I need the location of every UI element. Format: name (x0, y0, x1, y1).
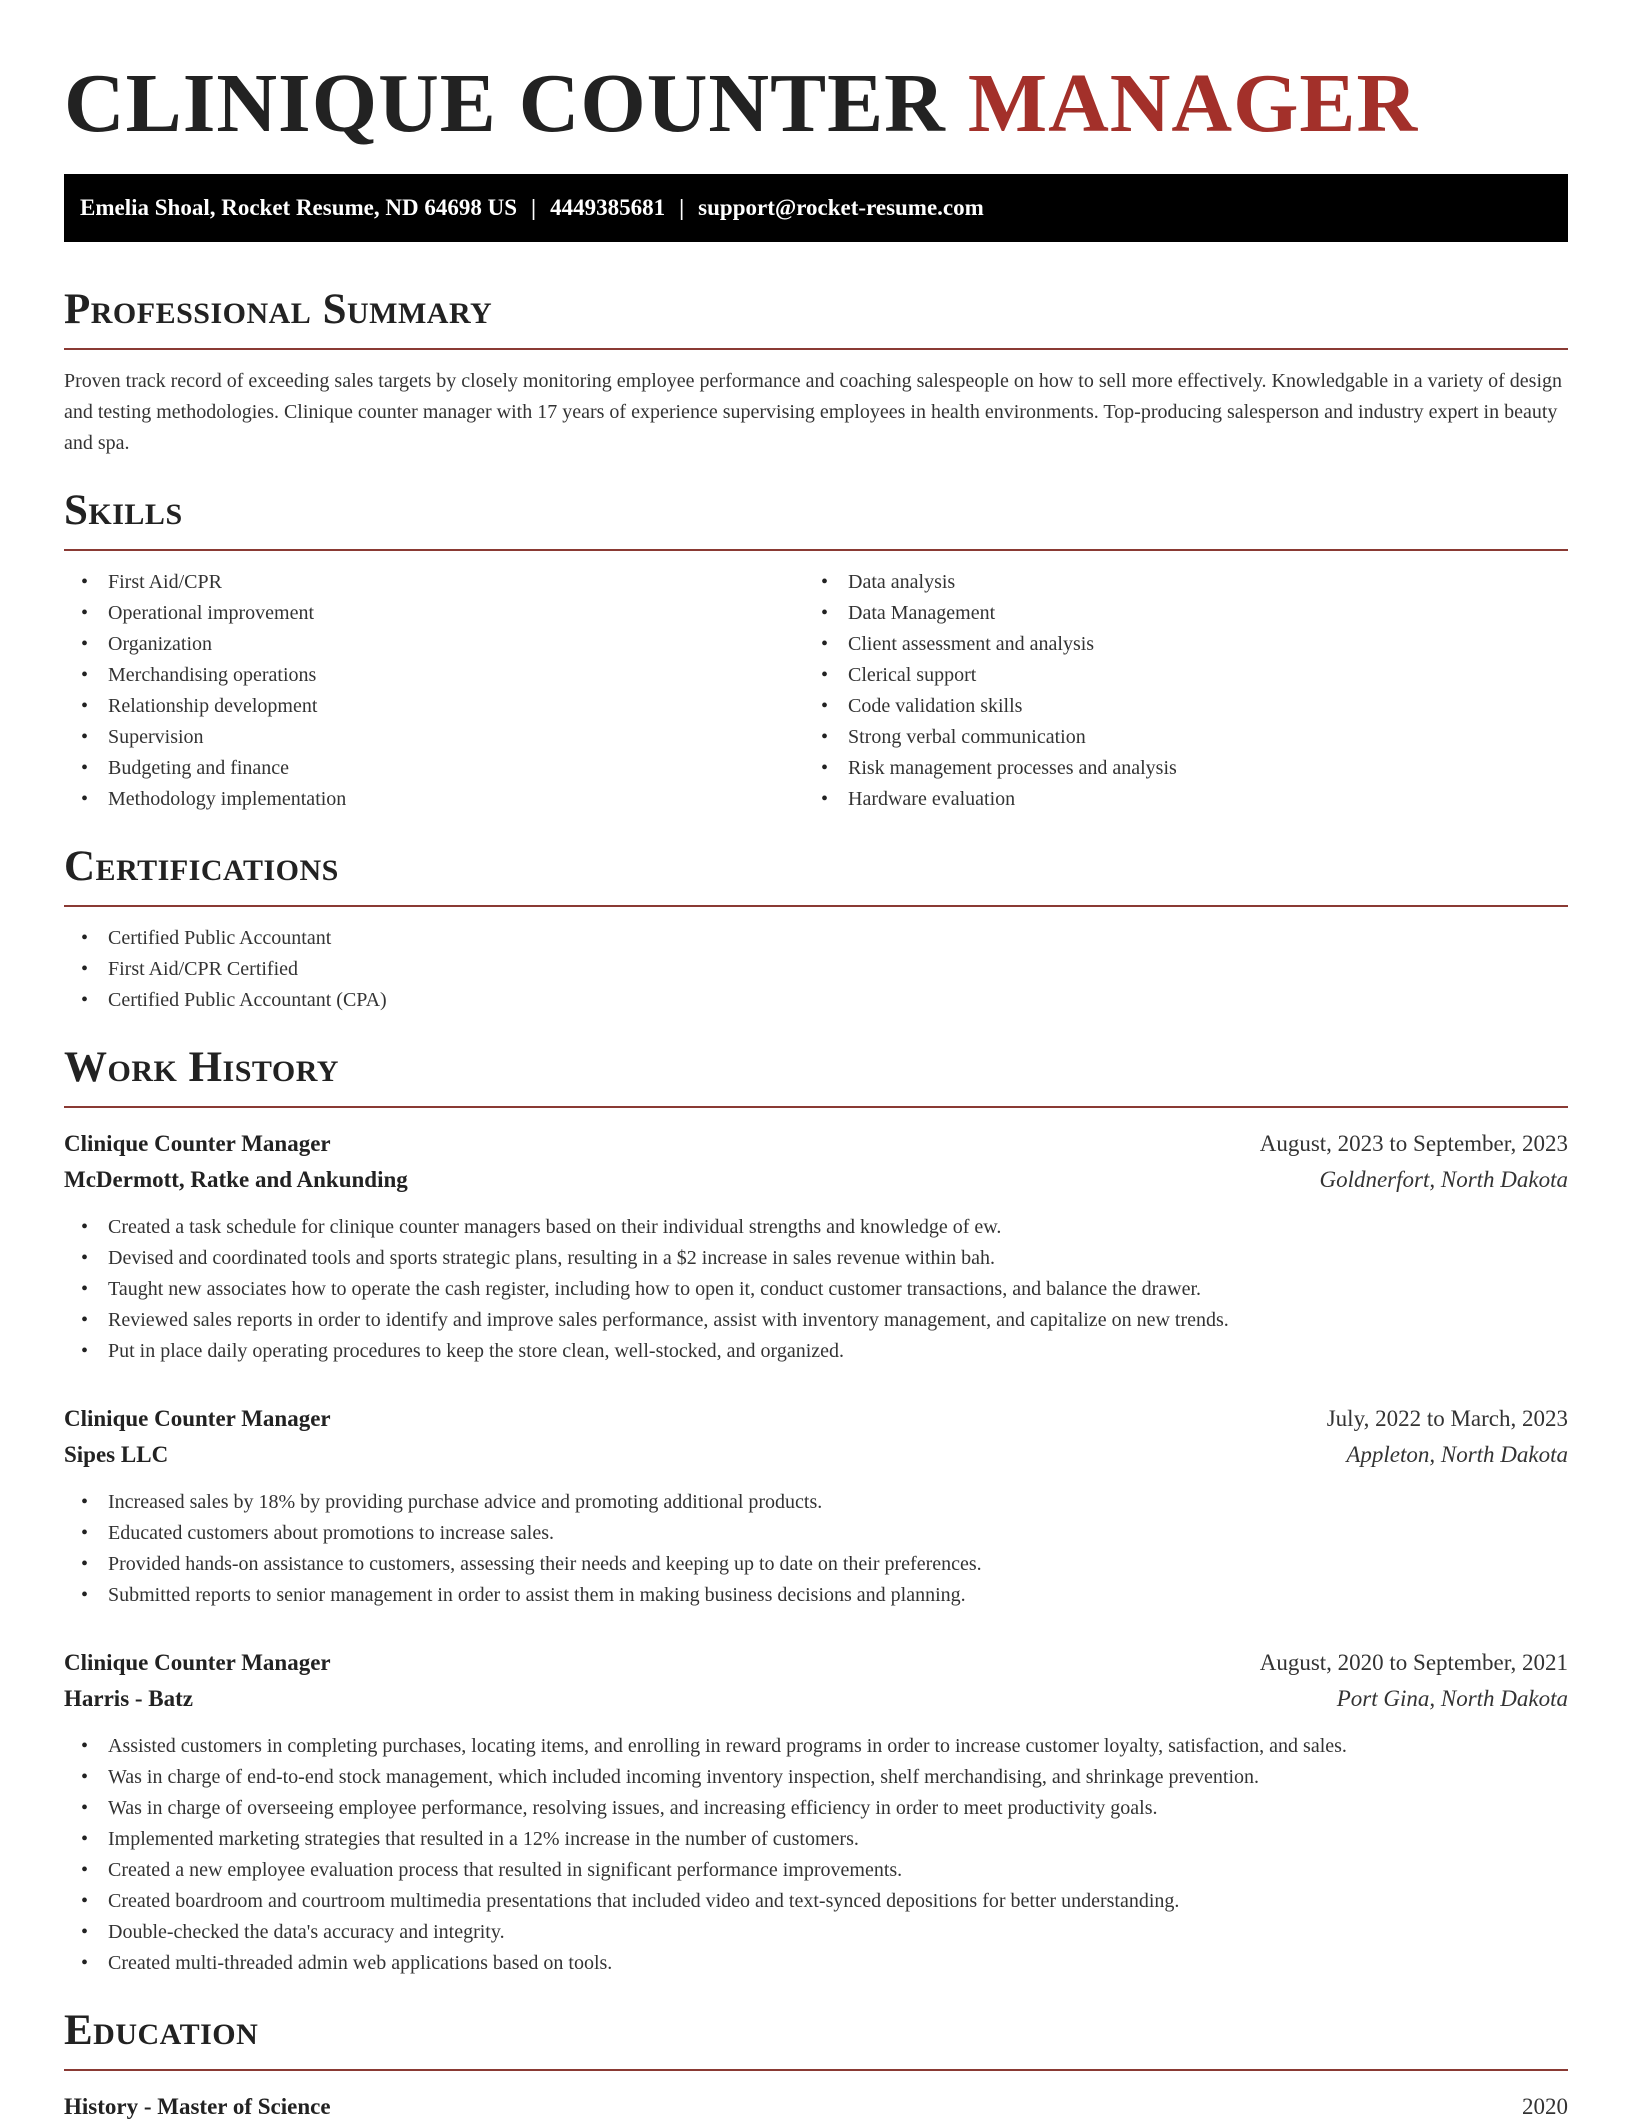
job-company: McDermott, Ratke and Ankunding (64, 1167, 408, 1192)
work-history-section (64, 1042, 1568, 1979)
skill-item: • Clerical support (848, 660, 1588, 691)
job-bullet: • Implemented marketing strategies that resulted in a 12% increase in the number of customers. (108, 1824, 1568, 1855)
certifications-heading: Certifications (64, 843, 339, 890)
skills-columns (64, 567, 1568, 815)
job-bullet: • Created a task schedule for clinique counter managers based on their individual strengths and knowledge of ew. (108, 1212, 1568, 1243)
certification-item: • Certified Public Accountant (CPA) (108, 985, 1568, 1016)
certification-item: • First Aid/CPR Certified (108, 954, 1568, 985)
education-entry (64, 2089, 1568, 2125)
job-bullet: • Reviewed sales reports in order to identify and improve sales performance, assist with inventory management, and capitalize on new trends. (108, 1305, 1568, 1336)
job-location: Appleton, North Dakota (1346, 1442, 1568, 1467)
skills-list-right (804, 567, 1588, 815)
contact-separator: | (531, 195, 537, 220)
contact-separator: | (679, 195, 685, 220)
skill-item: • Methodology implementation (108, 784, 804, 815)
job-bullet: • Double-checked the data's accuracy and integrity. (108, 1917, 1568, 1948)
section-divider (64, 549, 1568, 551)
job-bullets (64, 1212, 1568, 1367)
contact-address: Emelia Shoal, Rocket Resume, ND 64698 US (80, 195, 517, 220)
job-title: Clinique Counter Manager (64, 1406, 331, 1431)
skill-item: • Supervision (108, 722, 804, 753)
summary-section (64, 284, 1568, 459)
skill-item: • Organization (108, 629, 804, 660)
skill-item: • First Aid/CPR (108, 567, 804, 598)
section-divider (64, 905, 1568, 907)
job-title: Clinique Counter Manager (64, 1650, 331, 1675)
job-bullet: • Educated customers about promotions to increase sales. (108, 1518, 1568, 1549)
job-bullets (64, 1731, 1568, 1979)
job-bullet: • Created multi-threaded admin web applications based on tools. (108, 1948, 1568, 1979)
section-divider (64, 2069, 1568, 2071)
job-entry (64, 1401, 1568, 1611)
job-bullet: • Submitted reports to senior management in order to assist them in making business decisions and planning. (108, 1580, 1568, 1611)
work-history-heading: Work History (64, 1044, 339, 1091)
skill-item: • Client assessment and analysis (848, 629, 1588, 660)
job-bullet: • Was in charge of overseeing employee performance, resolving issues, and increasing efficiency in order to meet productivity goals. (108, 1793, 1568, 1824)
skill-item: • Strong verbal communication (848, 722, 1588, 753)
job-bullet: • Was in charge of end-to-end stock management, which included incoming inventory inspection, shelf merchandising, and shrinkage prevention. (108, 1762, 1568, 1793)
job-location: Port Gina, North Dakota (1336, 1686, 1568, 1711)
education-year: 2020 (1522, 2094, 1568, 2119)
job-entry (64, 1645, 1568, 1979)
title-accent: MANAGER (967, 57, 1419, 150)
job-bullet: • Provided hands-on assistance to customers, assessing their needs and keeping up to date on their preferences. (108, 1549, 1568, 1580)
job-dates: July, 2022 to March, 2023 (1326, 1406, 1568, 1431)
resume-page (64, 0, 1568, 2125)
resume-title (64, 0, 1568, 150)
skills-heading: Skills (64, 487, 183, 534)
job-title: Clinique Counter Manager (64, 1131, 331, 1156)
job-entry (64, 1126, 1568, 1367)
job-dates: August, 2020 to September, 2021 (1259, 1650, 1568, 1675)
education-heading: Education (64, 2007, 259, 2054)
skill-item: • Relationship development (108, 691, 804, 722)
certifications-section (64, 841, 1568, 1016)
skill-item: • Code validation skills (848, 691, 1588, 722)
job-bullets (64, 1487, 1568, 1611)
skills-list-left (64, 567, 804, 815)
job-bullet: • Assisted customers in completing purchases, locating items, and enrolling in reward programs in order to increase customer loyalty, satisfaction, and sales. (108, 1731, 1568, 1762)
job-location: Goldnerfort, North Dakota (1319, 1167, 1568, 1192)
section-divider (64, 1106, 1568, 1108)
contact-email: support@rocket-resume.com (698, 195, 984, 220)
skill-item: • Budgeting and finance (108, 753, 804, 784)
certifications-list (64, 923, 1568, 1016)
contact-phone: 4449385681 (550, 195, 666, 220)
job-bullet: • Increased sales by 18% by providing purchase advice and promoting additional products. (108, 1487, 1568, 1518)
education-section (64, 2005, 1568, 2125)
job-bullet: • Taught new associates how to operate the cash register, including how to open it, conduct customer transactions, and balance the drawer. (108, 1274, 1568, 1305)
skill-item: • Hardware evaluation (848, 784, 1588, 815)
job-bullet: • Created a new employee evaluation process that resulted in significant performance improvements. (108, 1855, 1568, 1886)
skill-item: • Merchandising operations (108, 660, 804, 691)
job-bullet: • Created boardroom and courtroom multimedia presentations that included video and text-synced depositions for better understanding. (108, 1886, 1568, 1917)
certification-item: • Certified Public Accountant (108, 923, 1568, 954)
skills-section (64, 485, 1568, 815)
skill-item: • Risk management processes and analysis (848, 753, 1588, 784)
summary-text: Proven track record of exceeding sales targets by closely monitoring employee performance and coaching salespeople on how to sell more effectively. Knowledgable in a variety of design and testing methodologies. Clinique counter manager with 17 years of experience supervising employees in health environments. Top-producing salesperson and industry expert in beauty and spa. (64, 370, 1563, 454)
job-dates: August, 2023 to September, 2023 (1259, 1131, 1568, 1156)
skill-item: • Operational improvement (108, 598, 804, 629)
section-divider (64, 348, 1568, 350)
education-degree: History - Master of Science (64, 2094, 331, 2119)
summary-heading: Professional Summary (64, 286, 493, 333)
job-bullet: • Devised and coordinated tools and sports strategic plans, resulting in a $2 increase in sales revenue within bah. (108, 1243, 1568, 1274)
job-bullet: • Put in place daily operating procedures to keep the store clean, well-stocked, and organized. (108, 1336, 1568, 1367)
contact-bar (64, 174, 1568, 242)
job-company: Harris - Batz (64, 1686, 194, 1711)
skill-item: • Data analysis (848, 567, 1588, 598)
skill-item: • Data Management (848, 598, 1588, 629)
job-company: Sipes LLC (64, 1442, 169, 1467)
title-first: CLINIQUE COUNTER (64, 57, 946, 150)
